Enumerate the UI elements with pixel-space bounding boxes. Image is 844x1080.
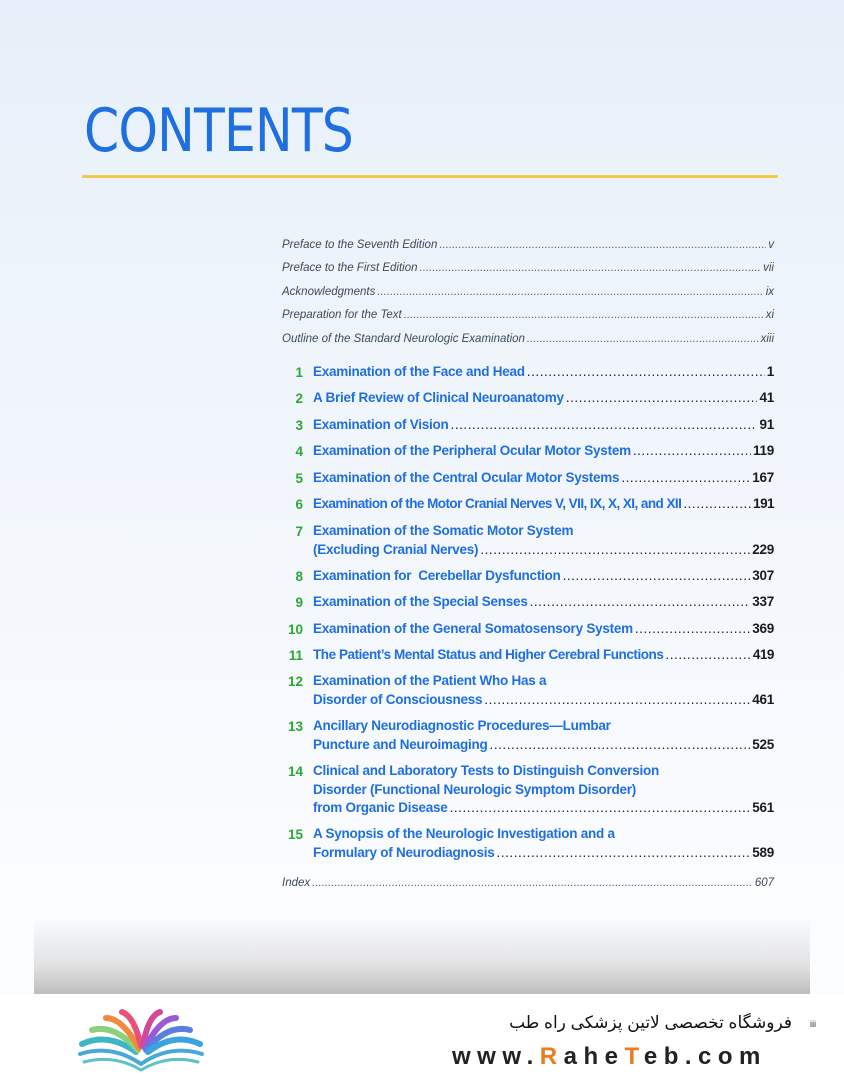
chapter-title: Examination of the Face and Head <box>313 364 525 379</box>
leader-dots <box>490 737 751 752</box>
title-rule <box>82 175 778 178</box>
chapter-number: 5 <box>295 471 303 486</box>
leader-dots <box>683 496 751 511</box>
chapter-number: 13 <box>287 719 303 734</box>
chapter-title: Examination for Cerebellar Dysfunction <box>313 568 561 583</box>
entry-page: ix <box>765 286 774 298</box>
chapter-number: 2 <box>295 391 303 406</box>
chapter-page: 91 <box>759 417 774 432</box>
chapter-title: Examination of the Peripheral Ocular Motor System <box>313 443 631 458</box>
page-title: CONTENTS <box>84 96 353 166</box>
toc-index-entry[interactable] <box>282 877 774 893</box>
chapter-page: 307 <box>752 568 774 583</box>
chapter-number: 8 <box>295 569 303 584</box>
chapter-title: Examination of the Special Senses <box>313 594 528 609</box>
chapter-page: 337 <box>752 594 774 609</box>
entry-title: Preface to the First Edition <box>282 262 418 274</box>
chapter-title: A Synopsis of the Neurologic Investigation and a <box>313 826 615 841</box>
entry-page: vii <box>763 262 774 274</box>
chapter-number: 4 <box>295 444 303 459</box>
chapter-number: 6 <box>295 497 303 512</box>
entry-title: Preface to the Seventh Edition <box>282 239 438 251</box>
leader-dots <box>377 286 763 298</box>
chapter-title: Examination of the General Somatosensory System <box>313 621 633 636</box>
url-part: www. <box>452 1043 540 1070</box>
entry-page: v <box>768 239 774 251</box>
chapter-page: 461 <box>752 691 774 707</box>
leader-dots <box>566 390 758 405</box>
chapter-title: Examination of Vision <box>313 417 449 432</box>
leader-dots <box>530 594 751 609</box>
toc-front-entry[interactable] <box>282 262 774 278</box>
chapter-title-continued: Formulary of Neurodiagnosis <box>313 844 495 860</box>
chapter-title-continued: Disorder of Consciousness <box>313 691 483 707</box>
chapter-title: Examination of the Somatic Motor System <box>313 523 574 538</box>
leader-dots <box>665 647 750 662</box>
chapter-title: The Patient’s Mental Status and Higher Cerebral Functions <box>313 647 664 662</box>
leader-dots <box>450 800 751 815</box>
leader-dots <box>312 877 753 889</box>
entry-title: Outline of the Standard Neurologic Examination <box>282 333 525 345</box>
chapter-page: 561 <box>752 800 774 815</box>
leader-dots <box>451 417 758 432</box>
chapter-title-continued: (Excluding Cranial Nerves) <box>313 541 479 557</box>
store-name: فروشگاه تخصصی لاتین پزشکی راه طب <box>509 1013 792 1032</box>
chapter-page: 369 <box>752 621 774 636</box>
chapter-number: 15 <box>287 827 303 842</box>
leader-dots <box>563 568 751 583</box>
chapter-page: 191 <box>753 496 774 511</box>
entry-page: xi <box>765 309 774 321</box>
url-part: ahe <box>563 1043 625 1070</box>
toc-front-entry[interactable] <box>282 239 774 255</box>
chapter-number: 11 <box>288 648 303 663</box>
chapter-page: 525 <box>752 736 774 752</box>
chapter-title: Examination of the Patient Who Has a <box>313 673 547 688</box>
entry-page: 607 <box>754 877 774 889</box>
store-url-link[interactable] <box>452 1043 792 1071</box>
chapter-title-continued: Puncture and Neuroimaging <box>313 736 488 752</box>
chapter-page: 419 <box>752 647 774 662</box>
leader-dots <box>527 364 765 379</box>
toc-front-entry[interactable] <box>282 309 774 325</box>
chapter-title: Clinical and Laboratory Tests to Distinguish Conversion <box>313 763 660 778</box>
entry-title: Index <box>282 877 311 889</box>
toc-front-entry[interactable] <box>282 286 774 302</box>
leader-dots <box>635 621 750 636</box>
leader-dots <box>484 692 750 707</box>
book-logo-icon <box>78 1008 204 1074</box>
chapter-title-continued: Disorder (Functional Neurologic Symptom Disorder) <box>313 781 637 797</box>
leader-dots <box>527 333 759 345</box>
chapter-number: 9 <box>295 595 303 610</box>
chapter-page: 1 <box>766 364 774 379</box>
chapter-title-continued: from Organic Disease <box>313 800 448 815</box>
chapter-page: 229 <box>752 541 774 557</box>
chapter-number: 14 <box>287 764 303 779</box>
chapter-page: 119 <box>752 443 774 458</box>
toc-front-entry[interactable] <box>282 333 774 349</box>
leader-dots <box>633 443 751 458</box>
chapter-page: 41 <box>759 390 774 405</box>
leader-dots <box>404 309 764 321</box>
chapter-title: A Brief Review of Clinical Neuroanatomy <box>313 390 564 405</box>
url-part: eb.com <box>643 1043 767 1070</box>
leader-dots <box>480 542 750 557</box>
chapter-number: 12 <box>287 674 303 689</box>
chapter-page: 589 <box>752 844 774 860</box>
chapter-title: Examination of the Motor Cranial Nerves V, VII, IX, X, XI, and XII <box>313 496 682 511</box>
chapter-page: 167 <box>752 470 774 485</box>
leader-dots <box>420 262 762 274</box>
chapter-number: 3 <box>295 418 303 433</box>
url-part-highlight: T <box>624 1043 644 1070</box>
entry-title: Preparation for the Text <box>282 309 402 321</box>
page-edge-shadow <box>34 918 810 996</box>
chapter-number: 10 <box>287 622 303 637</box>
chapter-number: 7 <box>295 524 303 539</box>
leader-dots <box>621 470 750 485</box>
leader-dots <box>497 845 751 860</box>
url-part-highlight: R <box>539 1043 564 1070</box>
leader-dots <box>439 239 766 251</box>
entry-title: Acknowledgments <box>282 286 376 298</box>
entry-page: xiii <box>760 333 774 345</box>
chapter-title: Ancillary Neurodiagnostic Procedures—Lumbar <box>313 718 611 733</box>
page-number: iii <box>810 1019 816 1029</box>
chapter-number: 1 <box>295 365 303 380</box>
chapter-title: Examination of the Central Ocular Motor Systems <box>313 470 620 485</box>
